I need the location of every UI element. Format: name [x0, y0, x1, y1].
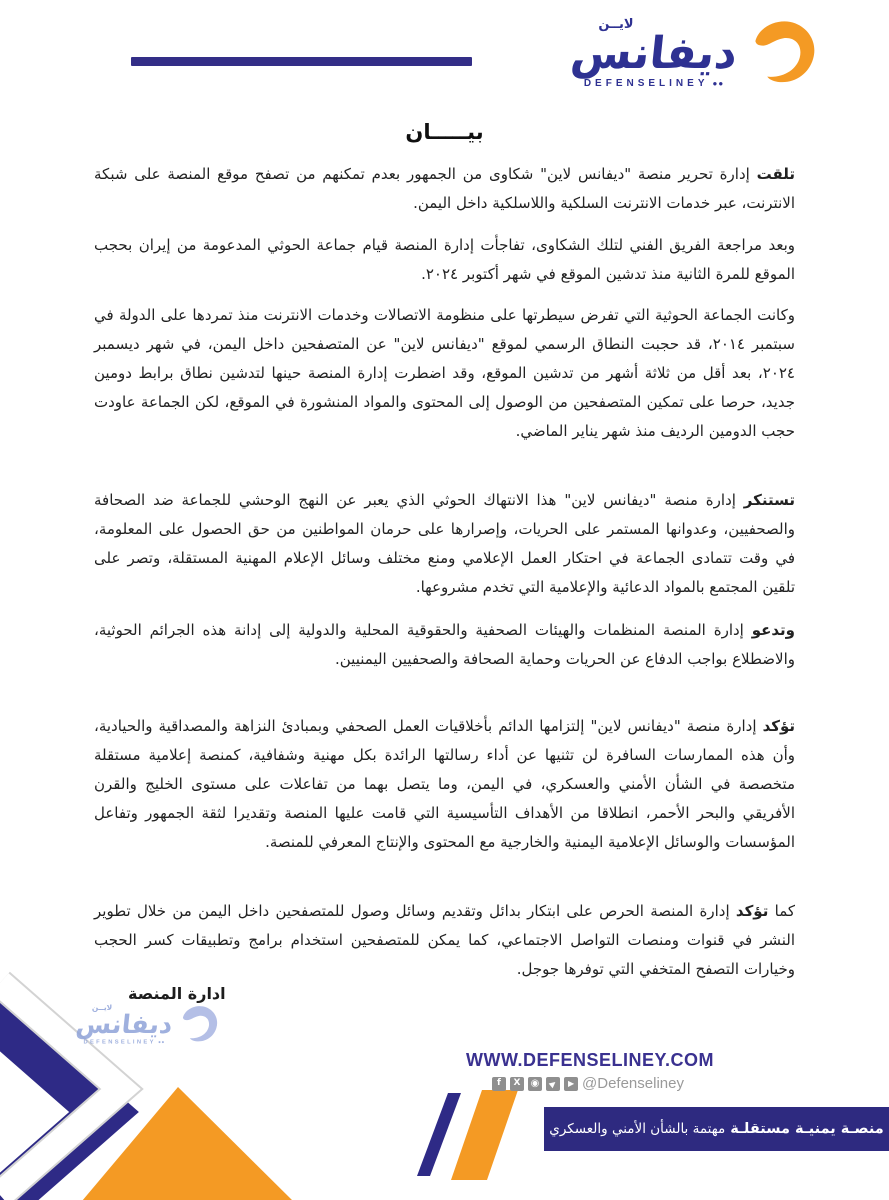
statement-paragraph-3: وكانت الجماعة الحوثية التي تفرض سيطرتها على منظومة الاتصالات وخدمات الانترنت منذ تمردها على الدولة في سبتمبر ٢٠١٤، قد حجبت النطاق الرسمي لموقع "ديفانس لاين" عن المتصفحين داخل اليمن، في شهر ديسمبر ٢٠٢٤، بعد أقل من ثلاثة أشهر من تدشين الموقع، وقد اضطرت إدارة المنصة حينها لتدشين نطاق برابط دومين جديد، حرصا على تمكين المتصفحين من الوصول إلى المحتوى والمواد المنشورة في الموقع، لكن الجماعة عاودت حجب الدومين الرديف منذ شهر يناير الماضي. — [94, 306, 795, 440]
logo-text — [568, 16, 740, 90]
brand-sub-label: لايــن — [598, 16, 634, 32]
website-url: WWW.DEFENSELINEY.COM — [466, 1050, 714, 1070]
brand-latin-label: DEFENSELINEY — [583, 78, 709, 90]
stripe-blue-decoration — [417, 1093, 461, 1176]
social-handle: @Defenseliney — [582, 1075, 684, 1092]
defenseline-logo — [568, 16, 819, 90]
header-divider — [131, 57, 472, 66]
signature: ادارة المنصة — [128, 984, 226, 1003]
x-icon: X — [510, 1077, 524, 1091]
youtube-icon: ▶ — [564, 1077, 578, 1091]
watermark-logo: لايــن ديفانس DEFENSELINEY ●● — [76, 1003, 220, 1046]
falcon-watermark-icon — [177, 1003, 220, 1046]
statement-paragraph-6: تؤكد إدارة منصة "ديفانس لاين" إلتزامها الدائم بأخلاقيات العمل الصحفي وبمبادئ النزاهة والمصداقية والحيادية، وأن هذه الممارسات السافرة لن تثنيها عن أداء رسالتها الرائدة بكل مهنية وشفافية، كمنصة إعلامية مستقلة متخصصة في الشأن الأمني والعسكري، في اليمن، وما يتصل بهما من تفاعلات على مستوى الخليج والقرن الأفريقي والبحر الأحمر، انطلاقا من الأهداف التأسيسية التي قامت عليها المنصة وتقديرا لثقة الجمهور وتفاعل المؤسسات والوسائل الإعلامية اليمنية والخارجية مع المحتوى والإنتاج المعرفي للمنصة. — [94, 717, 795, 851]
falcon-icon — [745, 16, 819, 90]
social-row — [408, 1075, 772, 1092]
brand-arabic-label: ديفانس — [568, 27, 740, 79]
triangle-decoration — [82, 1087, 293, 1200]
statement-paragraph-2: وبعد مراجعة الفريق الفني لتلك الشكاوى، تفاجأت إدارة المنصة قيام جماعة الحوثي المدعومة من إيران بحجب الموقع للمرة الثانية منذ تدشين الموقع في شهر أكتوبر ٢٠٢٤. — [94, 236, 795, 283]
banner-highlight-text: منصـة يمنيـة مستقلـة — [730, 1121, 884, 1137]
banner-rest-text: مهتمة بالشأن الأمني والعسكري — [549, 1121, 726, 1137]
stripe-orange-decoration — [451, 1090, 518, 1180]
statement-paragraph-4: تستنكر إدارة منصة "ديفانس لاين" هذا الانتهاك الحوثي الذي يعبر عن النهج الوحشي للجماعة ضد الصحافة والصحفيين، وعدوانها المستمر على الحريات، وإصرارها على حرمان المواطنين من حق الحصول على المعلومة، في وقت تتمادى الجماعة في احتكار العمل الإعلامي ومنع مختلف وسائل الإعلام المهنية المستقلة، وتصر على تلقين المجتمع بالمواد الدعائية والإعلامية التي تخدم مشروعها. — [94, 491, 795, 596]
footer-links — [408, 1050, 772, 1092]
statement-paragraph-5: وتدعو إدارة المنصة المنظمات والهيئات الصحفية والحقوقية المحلية والدولية إلى إدانة هذه الجرائم الحوثية، والاضطلاع بواجب الدفاع عن الحريات وحماية الصحافة والصحفيين اليمنيين. — [94, 621, 795, 668]
statement-paragraph-1: تلقت إدارة تحرير منصة "ديفانس لاين" شكاوى من الجمهور بعدم تمكنهم من تصفح موقع المنصة على شبكة الانترنت، عبر خدمات الانترنت السلكية واللاسلكية داخل اليمن. — [94, 165, 795, 212]
instagram-icon: ◉ — [528, 1077, 542, 1091]
logo-dots: ●● — [712, 79, 725, 89]
statement-title: بيـــــان — [405, 120, 484, 144]
facebook-icon: f — [492, 1077, 506, 1091]
telegram-icon: ▶ — [546, 1077, 560, 1091]
footer-banner — [544, 1107, 889, 1151]
statement-paragraph-7: كما تؤكد إدارة المنصة الحرص على ابتكار بدائل وتقديم وسائل وصول للمتصفحين داخل اليمن من خلال تطوير النشر في قنوات ومنصات التواصل الاجتماعي، كما يمكن للمتصفحين استخدام برامج وتطبيقات كسر الحجب وخيارات التصفح المتخفي التي توفرها جوجل. — [94, 902, 796, 978]
